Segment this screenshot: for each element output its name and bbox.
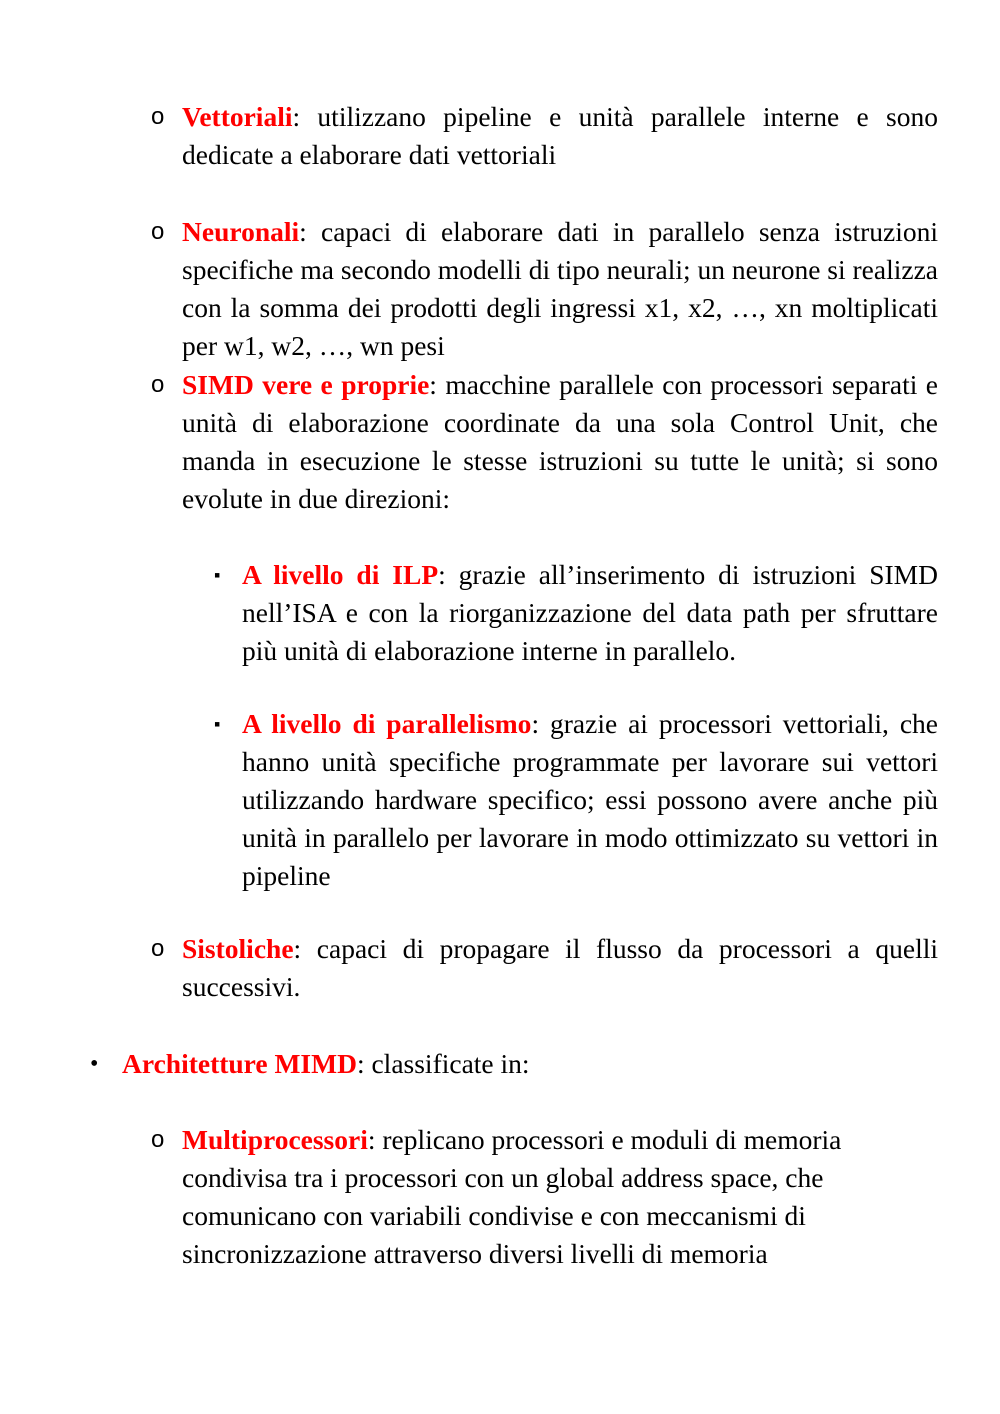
list-item-neuronali: [151, 213, 938, 365]
item-description: : replicano processori e moduli di memoria condivisa tra i processori con un global address space, che comunicano con variabili condivise e con meccanismi di sincronizzazione attraverso diversi livelli di memoria: [182, 1124, 842, 1269]
list-item-livello-ilp: [214, 556, 938, 670]
item-description: : grazie ai processori vettoriali, che hanno unità specifiche programmate per lavorare sui vettori utilizzando hardware specifico; essi possono avere anche più unità in parallelo per lavorare in modo ottimizzato su vettori in pipeline: [242, 708, 939, 891]
term-label: A livello di parallelismo: [242, 708, 532, 739]
list-item-simd: [151, 366, 938, 518]
item-description: : utilizzano pipeline e unità parallele interne e sono dedicate a elaborare dati vettoriali: [182, 101, 938, 170]
item-description: : grazie all’inserimento di istruzioni SIMD nell’ISA e con la riorganizzazione del data path per sfruttare più unità di elaborazione interne in parallelo.: [242, 559, 938, 666]
list-item-livello-parallelismo: [214, 705, 939, 895]
term-label: Multiprocessori: [182, 1124, 368, 1155]
term-label: Neuronali: [182, 216, 300, 247]
item-description: : macchine parallele con processori separati e unità di elaborazione coordinate da una sola Control Unit, che manda in esecuzione le stesse istruzioni su tutte le unità; si sono evolute in due direzioni:: [182, 369, 938, 514]
term-label: A livello di ILP: [242, 559, 439, 590]
circle-bullet-icon: o: [151, 1126, 165, 1153]
circle-bullet-icon: o: [151, 103, 165, 130]
item-description: : capaci di elaborare dati in parallelo senza istruzioni specifiche ma secondo modelli di tipo neurali; un neurone si realizza con la somma dei prodotti degli ingressi x1, x2, …, xn moltiplicati per w1, w2, …, wn pesi: [182, 216, 938, 361]
list-item-multiprocessori: [151, 1121, 938, 1273]
term-label: Sistoliche: [182, 933, 294, 964]
term-label: Architetture MIMD: [122, 1048, 357, 1079]
bullet-icon: •: [90, 1051, 99, 1077]
circle-bullet-icon: o: [151, 218, 165, 245]
item-description: : capaci di propagare il flusso da processori a quelli successivi.: [182, 933, 938, 1002]
circle-bullet-icon: o: [151, 935, 165, 962]
term-label: Vettoriali: [182, 101, 293, 132]
list-item-sistoliche: [151, 930, 938, 1006]
square-bullet-icon: ▪: [214, 714, 221, 734]
term-label: SIMD vere e proprie: [182, 369, 430, 400]
circle-bullet-icon: o: [151, 371, 165, 398]
square-bullet-icon: ▪: [214, 565, 221, 585]
item-description: : classificate in:: [356, 1048, 530, 1079]
list-item-mimd: [90, 1045, 938, 1083]
list-item-vettoriali: [151, 98, 938, 174]
